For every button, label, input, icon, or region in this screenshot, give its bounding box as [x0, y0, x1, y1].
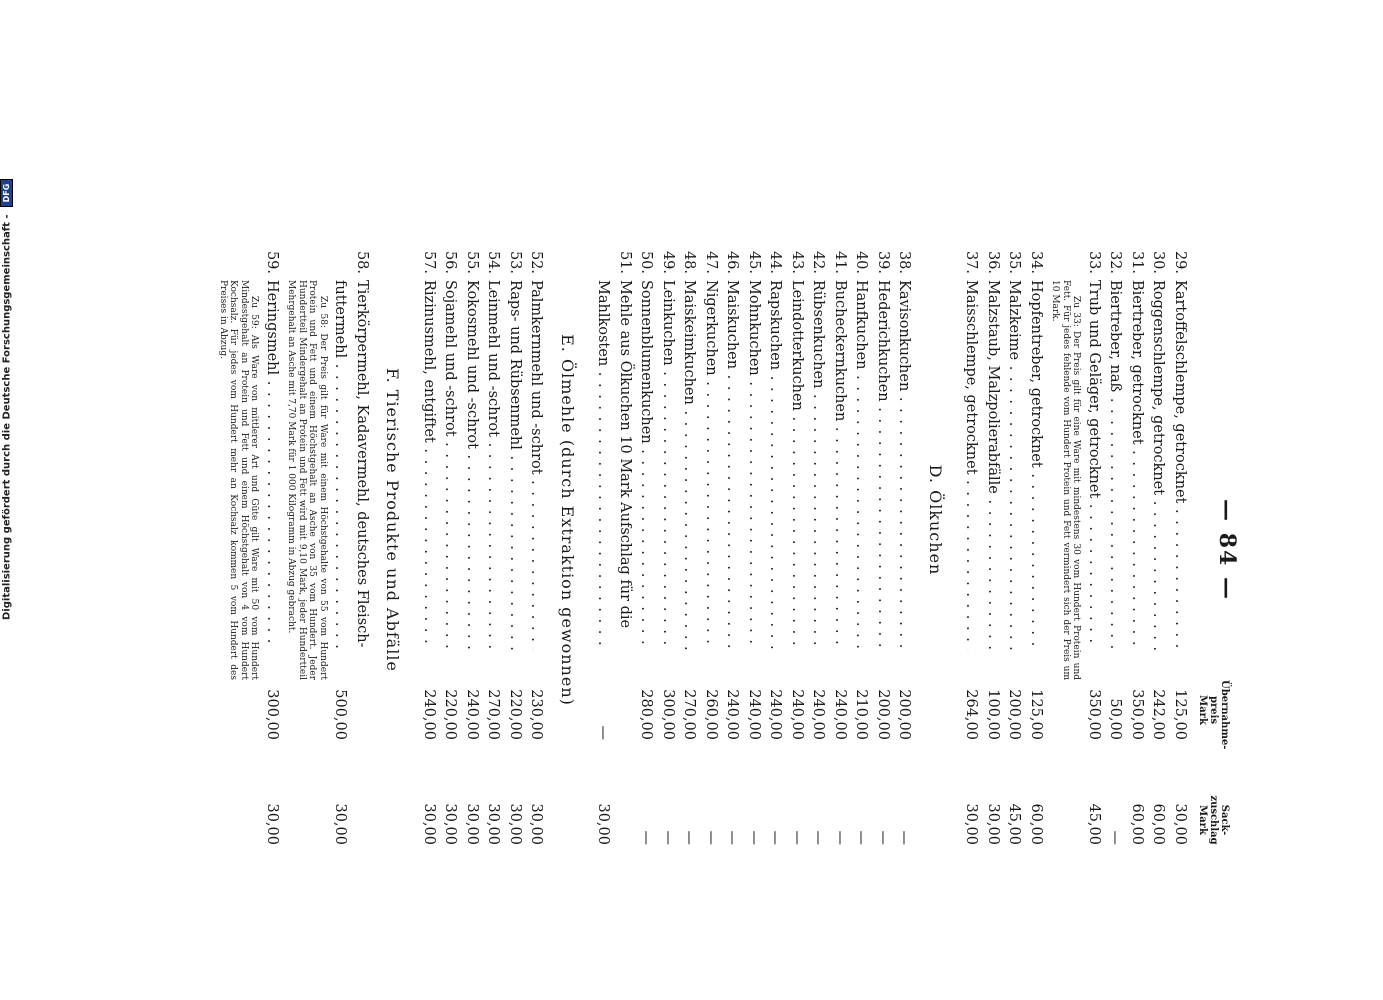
item-number: 39. [875, 250, 891, 274]
item-number: 34. [1028, 250, 1044, 274]
item-number: 51. [617, 250, 633, 274]
table-row [678, 240, 700, 860]
item-price: 240,00 [832, 689, 848, 740]
table-row [439, 240, 461, 860]
item-name: Mehle aus Ölkuchen 10 Mark Aufschlag für die [617, 280, 633, 629]
table-row [261, 240, 283, 860]
item-number: 59. [264, 250, 280, 274]
item-number: 43. [789, 250, 805, 274]
item-surcharge: — [810, 830, 827, 845]
item-price: 220,00 [442, 689, 459, 740]
table-row [329, 240, 351, 860]
item-name: Trub und Geläger, getrocknet . . . [1083, 280, 1105, 650]
table-row [743, 240, 765, 860]
table-row [525, 240, 547, 860]
item-surcharge: — [896, 830, 913, 845]
item-price: 240,00 [746, 689, 762, 740]
table-row [893, 240, 915, 860]
table-row [850, 240, 872, 860]
item-number: 49. [660, 250, 676, 274]
item-number: 55. [464, 250, 480, 274]
item-name: Rübsenkuchen . . . [807, 280, 829, 650]
dfg-logo-icon: DFG [0, 179, 13, 207]
item-number: 33. [1086, 250, 1102, 274]
item-name: Raps- und Rübsenmehl . . . [504, 280, 526, 650]
item-name: Heringsmehl . . . [261, 280, 283, 650]
table-row [592, 240, 614, 860]
item-surcharge: — [746, 830, 762, 845]
table-row [764, 240, 786, 860]
item-price: 240,00 [767, 689, 784, 740]
item-surcharge: — [660, 830, 676, 845]
item-surcharge: 30,00 [332, 803, 349, 845]
group-c-list [1083, 240, 1191, 860]
item-number: 40. [853, 250, 870, 274]
item-number: 54. [485, 250, 502, 274]
item-price: 125,00 [1172, 689, 1188, 740]
item-name: Kokosmehl und -schrot . . . [461, 280, 483, 650]
item-name: Maiskeimkuchen . . . [678, 280, 700, 650]
note-59: Zu 59: Als Ware von mittlerer Art und Güte gilt Ware mit 50 vom Hundert Mindestgehalt an Protein und Fett und einem Höchstgehalt von 4 vom Hundert Kochsalz. Für jedes vom Hundert mehr an Kochsalz kommen 5 vom Hundert des Preises in Abzug. [218, 280, 260, 680]
item-surcharge: 30,00 [442, 803, 459, 845]
item-surcharge: 45,00 [1086, 803, 1102, 845]
item-price: 500,00 [332, 689, 349, 740]
note-58: Zu 58: Der Preis gilt für Ware mit einem Höchstgehalte von 55 vom Hundert Protein und Fett und einem Höchstgehalt an Asche von 35 vom Hundert. Jeder Hundertteil Mindergehalt an Protein und Fett wird mit 9,10 Mark, jeder Hundertteil Mehrgehalt an Asche mit 7,70 Mark für 1 000 Kilogramm in Abzug gebracht. [286, 280, 328, 680]
item-number: 50. [638, 250, 655, 274]
table-row [1169, 240, 1191, 860]
digitization-credit [0, 0, 14, 1000]
item-price: 280,00 [638, 689, 655, 740]
item-number: 47. [703, 250, 719, 274]
item-name: Bucheckernkuchen . . . [829, 280, 851, 650]
item-number: 52. [528, 250, 545, 274]
item-price: 260,00 [703, 689, 719, 740]
item-surcharge: 45,00 [1006, 803, 1023, 845]
note-33: Zu 33: Der Preis gilt für eine Ware mit mindestens 30 vom Hundert Protein und Fett. Für jedes fehlende vom Hundert Protein und Fett vermindert sich der Preis um 10 Mark. [1050, 280, 1082, 680]
table-row [1003, 240, 1025, 860]
table-row [635, 240, 657, 860]
item-surcharge: — [703, 830, 719, 845]
item-price: 200,00 [1006, 689, 1023, 740]
item-price: 264,00 [963, 689, 980, 740]
item-name: Biertreber, getrocknet . . . [1126, 280, 1148, 650]
item-number: 37. [963, 250, 980, 274]
item-price: 240,00 [724, 689, 741, 740]
item-number: 44. [767, 250, 784, 274]
item-price: 200,00 [896, 689, 913, 740]
table-row [721, 240, 743, 860]
item-surcharge: 30,00 [485, 803, 502, 845]
table-row [982, 240, 1004, 860]
item-surcharge: 60,00 [1129, 803, 1145, 845]
table-row [657, 240, 679, 860]
item-surcharge: 30,00 [528, 803, 545, 845]
item-surcharge: — [638, 830, 655, 845]
table-row [482, 240, 504, 860]
item-name: Hanfkuchen . . . [850, 280, 872, 650]
group-e-list [418, 240, 547, 860]
group-c-list-2 [960, 240, 1046, 860]
section-e-heading: E. Ölmehle (durch Extraktion gewonnen) [558, 334, 577, 706]
item-surcharge: 30,00 [595, 803, 612, 845]
item-name: Maiskuchen . . . [721, 280, 743, 650]
item-name: futtermehl . . . [329, 280, 351, 650]
item-name: Mohnkuchen . . . [743, 280, 765, 650]
item-price: 270,00 [485, 689, 502, 740]
item-number: 29. [1172, 250, 1188, 274]
item-surcharge: — [767, 830, 784, 845]
item-number: 57. [421, 250, 437, 274]
header-surcharge: Sack- zuschlag Mark [1197, 795, 1230, 845]
table-row [872, 240, 894, 860]
table-row [1147, 240, 1169, 860]
item-name: Hopfentreber, getrocknet . . . [1025, 280, 1047, 650]
item-number: 45. [746, 250, 762, 274]
item-price: 350,00 [1086, 689, 1102, 740]
item-number: 53. [507, 250, 523, 274]
item-surcharge: — [789, 830, 805, 845]
table-row [614, 240, 636, 860]
section-d-heading: D. Ölkuchen [926, 464, 945, 576]
item-number: 46. [724, 250, 741, 274]
item-name: Tierkörpermehl, Kadavermehl, deutsches Fleisch- [354, 280, 370, 648]
item-name: Maisschlempe, getrocknet . . . [960, 280, 982, 650]
item-name: Rapskuchen . . . [764, 280, 786, 650]
table-row [461, 240, 483, 860]
item-surcharge: 60,00 [1028, 803, 1044, 845]
item-price: 242,00 [1150, 689, 1167, 740]
page-number: — 84 — [1214, 499, 1240, 601]
item-name: Biertreber, naß . . . [1104, 280, 1126, 650]
item-number: 42. [810, 250, 827, 274]
item-price: 200,00 [875, 689, 891, 740]
table-row [351, 240, 373, 860]
table-row [807, 240, 829, 860]
item-surcharge: 30,00 [507, 803, 523, 845]
table-row [700, 240, 722, 860]
item-name: Sojamehl und -schrot . . . [439, 280, 461, 650]
table-row [1083, 240, 1105, 860]
table-row [1104, 240, 1126, 860]
item-number: 35. [1006, 250, 1023, 274]
item-surcharge: — [832, 830, 848, 845]
item-name: Sonnenblumenkuchen . . . [635, 280, 657, 650]
item-name: Rizinusmehl, entgiftet . . . [418, 280, 440, 650]
item-surcharge: 30,00 [1172, 803, 1188, 845]
group-d-list [614, 240, 915, 860]
item-number: 56. [442, 250, 459, 274]
item-surcharge: — [681, 830, 698, 845]
item-price: 50,00 [1107, 698, 1124, 740]
item-name: Leinmehl und -schrot . . . [482, 280, 504, 650]
item-surcharge: — [853, 830, 870, 845]
item-price: — [595, 725, 612, 740]
item-price: 240,00 [421, 689, 437, 740]
item-name: Leinkuchen . . . [657, 280, 679, 650]
item-name: Kavisonkuchen . . . [893, 280, 915, 650]
item-name: Roggenschlempe, getrocknet . . . [1147, 280, 1169, 650]
item-price: 350,00 [1129, 689, 1145, 740]
item-price: 125,00 [1028, 689, 1044, 740]
item-name: Malzstaub, Malzpolierabfälle . . . [982, 280, 1004, 650]
item-name: Kartoffelschlempe, getrocknet . . . [1169, 280, 1191, 650]
item-number: 58. [354, 250, 370, 274]
item-name: Leindotterkuchen . . . [786, 280, 808, 650]
table-row [829, 240, 851, 860]
item-number: 36. [985, 250, 1001, 274]
table-row [418, 240, 440, 860]
item-surcharge: — [875, 830, 891, 845]
item-number: 38. [896, 250, 913, 274]
item-name: Hederichkuchen . . . [872, 280, 894, 650]
item-number: 32. [1107, 250, 1124, 274]
item-price: 300,00 [264, 689, 280, 740]
item-number: 30. [1150, 250, 1167, 274]
table-row [504, 240, 526, 860]
item-name: Nigerkuchen . . . [700, 280, 722, 650]
item-name: Palmkernmehl und -schrot . . . [525, 280, 547, 650]
item-price: 240,00 [464, 689, 480, 740]
credit-text: Digitalisierung gefördert durch die Deutsche Forschungsgemeinschaft - [1, 214, 13, 620]
table-row [960, 240, 982, 860]
item-surcharge: 30,00 [963, 803, 980, 845]
item-surcharge: 30,00 [464, 803, 480, 845]
item-surcharge: 30,00 [985, 803, 1001, 845]
item-price: 210,00 [853, 689, 870, 740]
table-row [786, 240, 808, 860]
item-price: 100,00 [985, 689, 1001, 740]
table-row [1126, 240, 1148, 860]
item-price: 270,00 [681, 689, 698, 740]
item-price: 300,00 [660, 689, 676, 740]
item-number: 41. [832, 250, 848, 274]
table-row [1025, 240, 1047, 860]
header-price: Übernahme- preis Mark [1197, 680, 1230, 750]
item-price: 240,00 [789, 689, 805, 740]
item-surcharge: 30,00 [421, 803, 437, 845]
rotated-page [140, 240, 1240, 860]
item-surcharge: 60,00 [1150, 803, 1167, 845]
section-f-heading: F. Tierische Produkte und Abfälle [383, 367, 403, 672]
item-surcharge: — [1107, 830, 1124, 845]
item-number: 48. [681, 250, 698, 274]
item-price: 220,00 [507, 689, 523, 740]
item-name: Malzkeime . . . [1003, 280, 1025, 650]
item-price: 240,00 [810, 689, 827, 740]
item-name: Mahlkosten . . . [592, 280, 614, 650]
item-number: 31. [1129, 250, 1145, 274]
item-surcharge: — [724, 830, 741, 845]
item-surcharge: 30,00 [264, 803, 280, 845]
price-list [150, 240, 1190, 860]
item-price: 230,00 [528, 689, 545, 740]
